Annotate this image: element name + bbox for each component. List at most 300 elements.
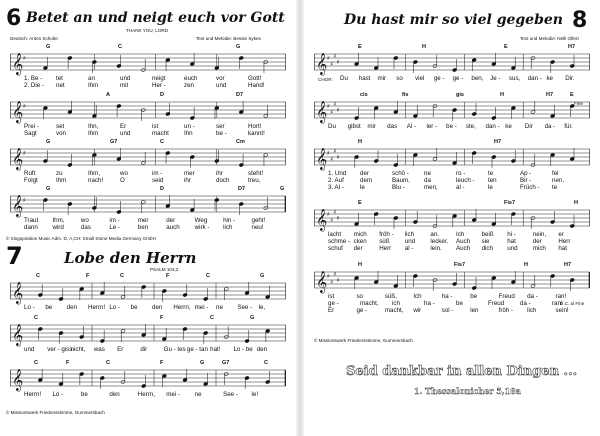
svg-text:♯: ♯ bbox=[23, 197, 26, 204]
lyric-syllable: ge - tan bbox=[186, 346, 208, 353]
song7-system-3-chords bbox=[10, 360, 286, 367]
lyric-syllable: Herrn! bbox=[24, 391, 42, 398]
chord-symbol: H bbox=[500, 92, 504, 98]
lyric-syllable: Folgt bbox=[24, 177, 38, 185]
lyric-syllable: viel bbox=[415, 75, 425, 82]
lyric-syllable: mei - bbox=[194, 304, 209, 311]
lyric-syllable: Sagt bbox=[24, 130, 37, 138]
lyric-syllable: sie bbox=[481, 238, 490, 246]
svg-text:♯: ♯ bbox=[336, 154, 340, 161]
song8-system-1-lyrics-line-1 bbox=[314, 75, 590, 82]
lyric-syllable: Al - bbox=[406, 123, 417, 130]
lyric-syllable: süß bbox=[379, 238, 390, 246]
lyric-syllable: te bbox=[488, 170, 494, 177]
lyric-syllable: Ihn bbox=[184, 130, 193, 138]
svg-text:♯: ♯ bbox=[336, 277, 340, 284]
chord-symbol: G bbox=[280, 186, 285, 192]
lyric-syllable: ran! bbox=[552, 300, 563, 308]
lyric-syllable: der bbox=[166, 217, 176, 224]
lyric-syllable: un - bbox=[184, 123, 195, 130]
chord-symbol: G bbox=[200, 360, 205, 366]
song8-system-3-lyrics-line-2 bbox=[314, 177, 590, 184]
lyric-syllable: Du bbox=[340, 75, 348, 82]
lyric-syllable: Gott! bbox=[248, 75, 262, 82]
lyric-syllable: al - bbox=[404, 245, 414, 253]
lyric-syllable: be bbox=[80, 391, 88, 398]
lyric-syllable: euch bbox=[184, 75, 198, 82]
treble-clef-icon: 𝄞 bbox=[12, 195, 24, 217]
lyric-syllable: dann bbox=[24, 224, 38, 232]
lyric-syllable: und bbox=[120, 130, 131, 138]
lyric-syllable: schuf bbox=[328, 245, 343, 253]
lyric-syllable: Früch - bbox=[520, 184, 540, 192]
lyric-syllable: le bbox=[360, 184, 365, 192]
lyric-syllable: ro - bbox=[456, 170, 466, 177]
lyric-syllable: Hand! bbox=[248, 82, 265, 90]
lyric-syllable: macht bbox=[152, 130, 169, 138]
lyric-syllable: wo bbox=[80, 217, 89, 224]
lyric-syllable: al - bbox=[456, 184, 465, 192]
svg-text:♯: ♯ bbox=[330, 109, 334, 116]
song8-system-5-lyrics-line-2 bbox=[314, 300, 590, 307]
chord-symbol: F bbox=[160, 315, 164, 321]
lyric-syllable: den bbox=[66, 304, 77, 311]
chord-symbol: G bbox=[250, 315, 255, 321]
svg-text:♯: ♯ bbox=[327, 55, 330, 62]
svg-text:♯: ♯ bbox=[336, 215, 340, 222]
chord-symbol: H bbox=[358, 262, 362, 268]
lyric-syllable: Herrn, bbox=[173, 304, 191, 311]
lyric-syllable: wirk - bbox=[194, 224, 210, 232]
lyric-syllable: Er bbox=[328, 307, 335, 315]
lyric-syllable: Herrn, bbox=[137, 391, 155, 398]
lyric-syllable: und bbox=[216, 82, 227, 90]
lyric-syllable: ke bbox=[505, 123, 512, 130]
right-page bbox=[304, 0, 600, 436]
song6-system-1-lyrics-line-2 bbox=[10, 82, 286, 89]
lyric-syllable: hin - bbox=[223, 217, 236, 224]
song6-system-2-staff bbox=[10, 100, 286, 124]
lyric-syllable: an bbox=[88, 75, 95, 82]
svg-text:♯: ♯ bbox=[327, 211, 330, 218]
lyric-syllable: neu! bbox=[251, 224, 264, 232]
lyric-syllable: Ap - bbox=[520, 170, 532, 177]
lyric-syllable: der bbox=[360, 170, 369, 177]
lyric-syllable: Ihn, bbox=[88, 123, 99, 130]
lyric-syllable: 3. Al - bbox=[328, 184, 344, 192]
chord-symbol: F bbox=[160, 360, 164, 366]
lyric-syllable: Er bbox=[117, 346, 124, 353]
treble-clef-icon: 𝄞 bbox=[12, 148, 24, 170]
lyric-syllable: Er bbox=[120, 123, 127, 130]
svg-text:♯: ♯ bbox=[333, 148, 337, 155]
lyric-syllable: ihr bbox=[184, 177, 191, 185]
lyric-syllable: seid bbox=[152, 177, 164, 185]
lyric-syllable: dan - bbox=[527, 75, 542, 82]
lyric-syllable: net bbox=[56, 82, 65, 90]
treble-clef-icon: 𝄞 bbox=[316, 209, 328, 231]
svg-text:♯: ♯ bbox=[23, 150, 26, 157]
chord-symbol: C bbox=[210, 315, 214, 321]
lyric-syllable: fröh - bbox=[379, 231, 394, 238]
lyric-syllable: zu bbox=[56, 170, 63, 177]
song6-system-3-lyrics-line-2 bbox=[10, 177, 286, 184]
lyric-syllable: er bbox=[558, 231, 564, 238]
lyric-syllable: hast bbox=[358, 75, 371, 82]
lyric-syllable: Ich bbox=[413, 293, 422, 300]
chord-symbol: H7 bbox=[564, 262, 572, 268]
treble-clef-icon: 𝄞 bbox=[316, 53, 328, 75]
lyric-syllable: ich bbox=[392, 300, 400, 308]
svg-text:♯: ♯ bbox=[330, 279, 334, 286]
lyric-syllable: le! bbox=[251, 391, 259, 398]
svg-text:♯: ♯ bbox=[327, 273, 330, 280]
svg-text:♯: ♯ bbox=[330, 61, 334, 68]
fine-label: Fine bbox=[574, 101, 583, 106]
lyric-syllable: dem bbox=[360, 177, 373, 185]
lyric-syllable: ge - bbox=[356, 307, 368, 315]
chord-symbol: F bbox=[166, 273, 170, 279]
chord-symbol: C bbox=[120, 273, 124, 279]
lyric-syllable: Ruft bbox=[24, 170, 36, 177]
lyric-syllable: im - bbox=[109, 217, 120, 224]
svg-text:♯: ♯ bbox=[336, 59, 340, 66]
lyric-syllable: Ihm, bbox=[52, 217, 65, 224]
lyric-syllable: schö - bbox=[392, 170, 409, 177]
chorus-label: CHOR: bbox=[318, 77, 333, 82]
lyric-syllable: und bbox=[507, 245, 518, 253]
treble-clef-icon: 𝄞 bbox=[12, 369, 24, 391]
chord-symbol: C bbox=[206, 273, 210, 279]
chord-symbol: E bbox=[504, 44, 508, 50]
lyric-syllable: ist bbox=[152, 123, 159, 130]
chord-symbol: F bbox=[86, 273, 90, 279]
lyric-syllable: doch bbox=[216, 177, 230, 185]
lyric-syllable: le, bbox=[258, 304, 266, 311]
lyric-syllable: treu, bbox=[248, 177, 261, 185]
lyric-syllable: kannt! bbox=[248, 130, 265, 138]
lyric-syllable: ha - bbox=[424, 300, 435, 308]
lyric-syllable: nen, bbox=[552, 177, 565, 185]
bible-motto: Seid dankbar in allen Dingen ... bbox=[346, 364, 578, 379]
lyric-syllable: lich bbox=[404, 231, 415, 238]
chord-symbol: C bbox=[34, 360, 38, 366]
song8-system-5-lyrics-line-1 bbox=[314, 293, 590, 300]
chord-symbol: H bbox=[524, 262, 528, 268]
song7-system-1-staff bbox=[10, 281, 286, 305]
song8-system-3-lyrics-line-1 bbox=[314, 170, 590, 177]
lyric-syllable: mich bbox=[353, 231, 367, 238]
lyric-syllable: da - bbox=[527, 293, 538, 300]
lyric-syllable: was bbox=[93, 346, 105, 353]
lyric-syllable: tet bbox=[56, 75, 63, 82]
lyric-syllable: nach! bbox=[88, 177, 104, 185]
lyric-syllable: be bbox=[130, 304, 138, 311]
song-7-title: Lobe den Herrn bbox=[64, 249, 197, 267]
lyric-syllable: hi - bbox=[507, 231, 516, 238]
dc-al-fine-label: D.C. al Fine bbox=[560, 301, 585, 306]
song-7-reference: PSALM 103,2 bbox=[150, 267, 179, 272]
song-8-title: Du hast mir so viel gegeben bbox=[344, 12, 563, 28]
svg-text:♯: ♯ bbox=[330, 217, 334, 224]
lyric-syllable: ha - bbox=[441, 293, 453, 300]
chord-symbol: D bbox=[160, 92, 164, 98]
chord-symbol: gis bbox=[456, 92, 464, 98]
chord-symbol: G bbox=[46, 186, 51, 192]
lyric-syllable: der bbox=[353, 245, 363, 253]
lyric-syllable: Lo - bbox=[109, 304, 120, 311]
lyric-syllable: an. bbox=[430, 231, 439, 238]
treble-clef-icon: 𝄞 bbox=[12, 282, 24, 304]
song-8-copyright: © Missionswerk Friedensstimme, Gummersbach bbox=[314, 338, 413, 343]
chord-symbol: G bbox=[46, 139, 51, 145]
lyric-syllable: sus, bbox=[508, 75, 521, 82]
lyric-syllable: mit bbox=[120, 82, 129, 90]
song-6-author: Text und Melodie: Bessie Sykes bbox=[196, 36, 261, 41]
lyric-syllable: be bbox=[456, 300, 463, 308]
lyric-syllable: für. bbox=[564, 123, 573, 130]
treble-clef-icon: 𝄞 bbox=[12, 101, 24, 123]
lyric-syllable: cken bbox=[353, 238, 367, 246]
lyric-syllable: sein! bbox=[555, 307, 569, 315]
chord-symbol: C bbox=[264, 360, 268, 366]
song8-system-2-staff bbox=[314, 100, 590, 124]
lyric-syllable: Herr bbox=[379, 245, 392, 253]
treble-clef-icon: 𝄞 bbox=[316, 148, 328, 170]
book-spine bbox=[296, 0, 304, 436]
chord-symbol: G bbox=[236, 44, 241, 50]
lyric-syllable: und bbox=[120, 75, 131, 82]
lyric-syllable: Prei - bbox=[24, 123, 39, 130]
lyric-syllable: be - bbox=[446, 123, 457, 130]
lyric-syllable: mich bbox=[532, 245, 546, 253]
song6-system-4-chords bbox=[10, 186, 286, 193]
lyric-syllable: ge - bbox=[452, 75, 464, 82]
song8-system-3-lyrics-line-3 bbox=[314, 184, 590, 191]
lyric-syllable: fel bbox=[552, 170, 559, 177]
lyric-syllable: dir bbox=[140, 346, 148, 353]
lyric-syllable: Weg bbox=[194, 217, 208, 224]
song-6-copyright: © Singspiration Music Adm. D, A,CH: Small Stone Media Germany GmbH bbox=[6, 236, 156, 241]
lyric-syllable: ihr bbox=[216, 170, 223, 177]
song6-system-1-lyrics-line-1 bbox=[10, 75, 286, 82]
lyric-syllable: be bbox=[470, 293, 478, 300]
lyric-syllable: vor bbox=[216, 75, 225, 82]
song7-system-2-staff bbox=[10, 323, 286, 347]
lyric-syllable: 2. Auf bbox=[328, 177, 344, 185]
svg-text:♯: ♯ bbox=[333, 53, 337, 60]
lyric-syllable: mir bbox=[377, 75, 387, 82]
lyric-syllable: 2. Die - bbox=[24, 82, 44, 90]
treble-clef-icon: 𝄞 bbox=[12, 324, 24, 346]
lyric-syllable: dan - bbox=[485, 123, 500, 130]
lyric-syllable: Freud bbox=[498, 293, 515, 300]
song8-system-3-staff bbox=[314, 147, 590, 171]
chord-symbol: fis bbox=[402, 92, 409, 98]
song8-system-2-chords bbox=[314, 92, 590, 99]
lyric-syllable: leuch - bbox=[456, 177, 475, 185]
lyric-syllable: den bbox=[152, 304, 163, 311]
lyric-syllable: der bbox=[532, 238, 542, 246]
lyric-syllable: wo bbox=[120, 170, 128, 177]
chord-symbol: G bbox=[46, 44, 51, 50]
chord-symbol: C bbox=[34, 315, 38, 321]
song-8-number: 8 bbox=[572, 8, 588, 33]
song7-system-1-lyrics-line-1 bbox=[10, 304, 286, 311]
chord-symbol: cis bbox=[360, 92, 368, 98]
song-6-translator: Deutsch: Anton Schulte bbox=[10, 36, 58, 41]
lyric-syllable: das bbox=[387, 123, 398, 130]
lyric-syllable: men, bbox=[424, 184, 438, 192]
lyric-syllable: auch bbox=[166, 224, 180, 232]
song6-system-1-chords bbox=[10, 44, 286, 51]
chord-symbol: G bbox=[260, 273, 265, 279]
lyric-syllable: Dir. bbox=[565, 75, 575, 82]
lyric-syllable: nicht, bbox=[70, 346, 86, 353]
song6-system-3-staff bbox=[10, 147, 286, 171]
lyric-syllable: sol - bbox=[441, 307, 454, 315]
lyric-syllable: Lo - bbox=[24, 304, 35, 311]
song8-system-1-chords bbox=[314, 44, 590, 51]
lyric-syllable: Ihm bbox=[88, 82, 99, 90]
chord-symbol: H bbox=[358, 139, 362, 145]
chord-symbol: C bbox=[36, 273, 40, 279]
chord-symbol: Fis7 bbox=[504, 200, 516, 206]
lyric-syllable: gibst bbox=[347, 123, 361, 130]
lyric-syllable: mir bbox=[367, 123, 376, 130]
lyric-syllable: dich bbox=[481, 245, 493, 253]
song6-system-4-lyrics-line-1 bbox=[10, 217, 286, 224]
lyric-syllable: fröh - bbox=[498, 307, 514, 315]
lyric-syllable: Hort! bbox=[248, 123, 262, 130]
lyric-syllable: Du bbox=[328, 123, 336, 130]
song6-system-4-staff bbox=[10, 194, 286, 218]
lyric-syllable: von bbox=[56, 130, 66, 138]
song8-system-4-lyrics-line-1 bbox=[314, 231, 590, 238]
song6-system-2-chords bbox=[10, 92, 286, 99]
lyric-syllable: und bbox=[404, 238, 416, 246]
chord-symbol: D7 bbox=[238, 186, 246, 192]
lyric-syllable: da - bbox=[520, 300, 531, 308]
song7-system-1-chords bbox=[10, 273, 286, 280]
left-page bbox=[0, 0, 296, 436]
song8-system-4-staff bbox=[314, 208, 590, 232]
lyric-syllable: da bbox=[424, 177, 431, 185]
lyric-syllable: ben bbox=[137, 224, 149, 232]
lyric-syllable: wir bbox=[413, 307, 422, 315]
lyric-syllable: zen bbox=[184, 82, 194, 90]
lyric-syllable: im - bbox=[152, 170, 163, 177]
chord-symbol: F bbox=[66, 360, 70, 366]
chord-symbol: H7 bbox=[546, 92, 554, 98]
lyric-syllable: Herr bbox=[558, 238, 571, 246]
svg-text:♯: ♯ bbox=[327, 150, 330, 157]
lyric-syllable: te bbox=[552, 184, 558, 192]
lyric-syllable: be - bbox=[216, 130, 227, 138]
lyric-syllable: Freud bbox=[488, 300, 505, 308]
song6-system-3-lyrics-line-1 bbox=[10, 170, 286, 177]
lyric-syllable: lich bbox=[223, 224, 233, 232]
lyric-syllable: Dir bbox=[524, 123, 533, 130]
lyric-syllable: und bbox=[24, 346, 35, 353]
lyric-syllable: See - bbox=[223, 391, 238, 398]
chord-symbol: C bbox=[160, 139, 164, 145]
song6-system-2-lyrics-line-1 bbox=[10, 123, 286, 130]
chord-symbol: G7 bbox=[110, 139, 118, 145]
lyric-syllable: Bir - bbox=[520, 177, 532, 185]
chord-symbol: H7 bbox=[568, 44, 576, 50]
svg-text:♯: ♯ bbox=[333, 209, 337, 216]
lyric-syllable: Her - bbox=[152, 82, 166, 90]
lyric-syllable: lich bbox=[527, 307, 537, 315]
lyric-syllable: ver - giss bbox=[47, 346, 73, 353]
lyric-syllable: Herrn! bbox=[88, 304, 106, 311]
lyric-syllable: Ihm bbox=[88, 130, 99, 138]
chord-symbol: H bbox=[574, 200, 578, 206]
lyric-syllable: ge - bbox=[433, 75, 445, 82]
lyric-syllable: ne bbox=[424, 170, 431, 177]
song7-system-3-staff bbox=[10, 368, 286, 392]
lyric-syllable: geht! bbox=[251, 217, 266, 224]
lyric-syllable: Auch bbox=[456, 245, 471, 253]
lyric-syllable: Ich bbox=[456, 231, 465, 238]
chord-symbol: D bbox=[160, 186, 164, 192]
svg-text:♯: ♯ bbox=[330, 156, 334, 163]
lyric-syllable: O bbox=[120, 177, 125, 185]
lyric-syllable: ist bbox=[328, 293, 335, 300]
treble-clef-icon: 𝄞 bbox=[316, 271, 328, 293]
song7-system-2-lyrics-line-1 bbox=[10, 346, 286, 353]
svg-text:♯: ♯ bbox=[333, 101, 337, 108]
lyric-syllable: macht, bbox=[384, 307, 404, 315]
lyric-syllable: ke bbox=[546, 75, 553, 82]
lyric-syllable: lecker. bbox=[430, 238, 449, 246]
svg-text:♯: ♯ bbox=[333, 271, 337, 278]
song8-system-4-chords bbox=[314, 200, 590, 207]
chord-symbol: H bbox=[422, 44, 426, 50]
lyric-syllable: See - bbox=[237, 304, 253, 311]
lyric-syllable: ne bbox=[216, 304, 223, 311]
song7-system-3-lyrics-line-1 bbox=[10, 391, 286, 398]
song7-system-2-chords bbox=[10, 315, 286, 322]
song-6-title: Betet an und neigt euch vor Gott bbox=[26, 10, 285, 26]
svg-text:♯: ♯ bbox=[327, 103, 330, 110]
lyric-syllable: be bbox=[45, 304, 53, 311]
lyric-syllable: ge - bbox=[328, 300, 339, 308]
chord-symbol: Cm bbox=[236, 139, 245, 145]
lyric-syllable: lein. bbox=[430, 245, 442, 253]
svg-text:♯: ♯ bbox=[23, 55, 26, 62]
song-6-original-title: THANK YOU, LORD bbox=[126, 28, 169, 33]
lyric-syllable: nein, bbox=[532, 231, 547, 238]
lyric-syllable: mei - bbox=[166, 391, 180, 398]
chord-symbol: Fis7 bbox=[454, 262, 466, 268]
song-7-number: 7 bbox=[6, 242, 23, 270]
song-7-copyright: © Missionswerk Friedensstimme, Gummersbach bbox=[6, 410, 105, 415]
lyric-syllable: mer bbox=[184, 170, 195, 177]
song8-system-5-lyrics-line-3 bbox=[314, 307, 590, 314]
lyric-syllable: len bbox=[470, 307, 479, 315]
chord-symbol: H7 bbox=[494, 139, 502, 145]
lyric-syllable: Gu - tes bbox=[163, 346, 186, 353]
lyric-syllable: lacht bbox=[328, 231, 342, 238]
lyric-syllable: schme - bbox=[328, 238, 351, 246]
song8-system-5-staff bbox=[314, 270, 590, 294]
song8-system-4-lyrics-line-2 bbox=[314, 238, 590, 245]
chord-symbol: A bbox=[106, 92, 110, 98]
chord-symbol: D7 bbox=[236, 92, 244, 98]
song8-system-3-chords bbox=[314, 139, 590, 146]
